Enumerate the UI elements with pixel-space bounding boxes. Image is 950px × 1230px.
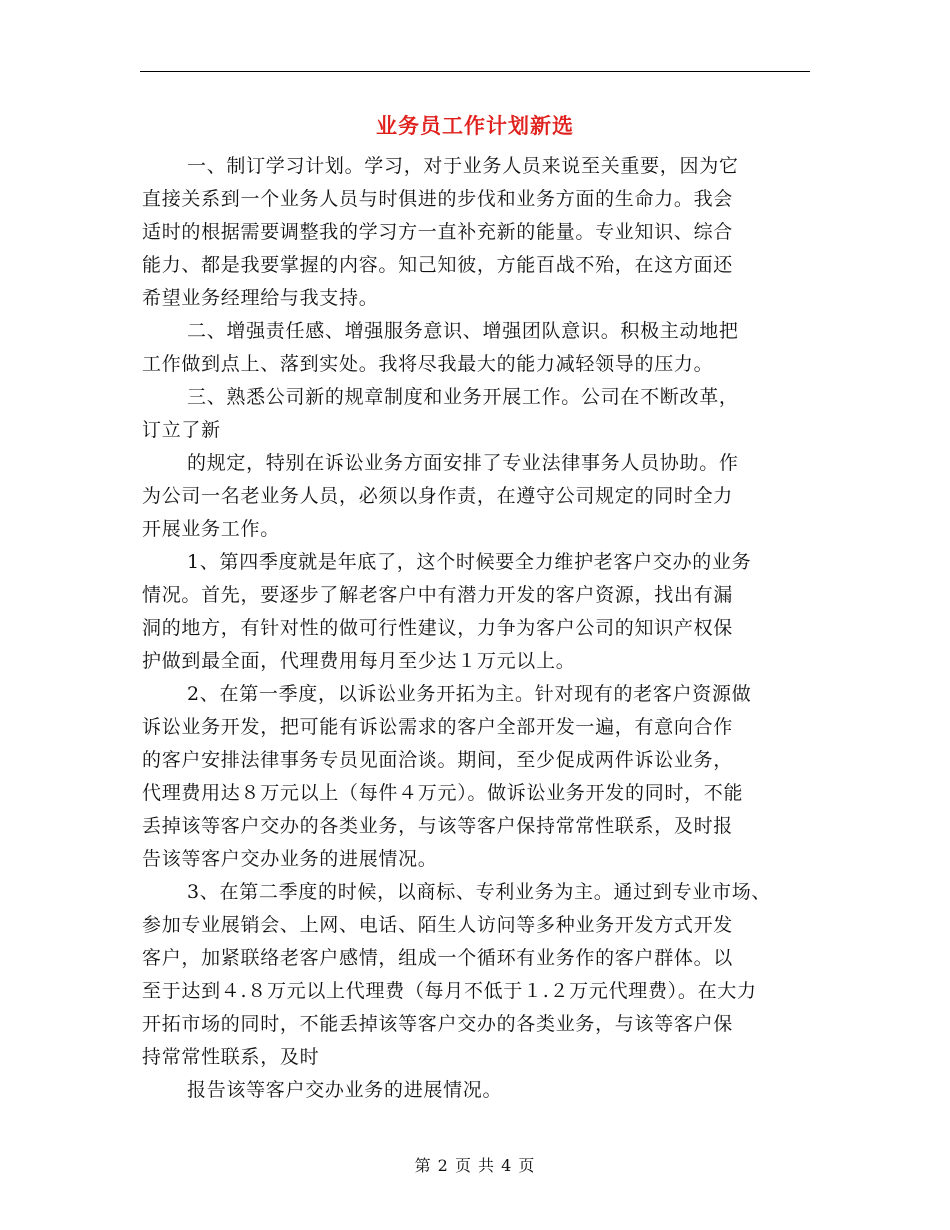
paragraph-line: 诉讼业务开发，把可能有诉讼需求的客户全部开发一遍，有意向合作 bbox=[142, 716, 734, 738]
paragraph-line: 告该等客户交办业务的进展情况。 bbox=[142, 848, 438, 870]
paragraph-line: 直接关系到一个业务人员与时俱进的步伐和业务方面的生命力。我会 bbox=[142, 188, 734, 210]
paragraph-line: 开展业务工作。 bbox=[142, 518, 280, 540]
paragraph-line: 丢掉该等客户交办的各类业务，与该等客户保持常常性联系，及时报 bbox=[142, 815, 734, 837]
paragraph-line: 二、增强责任感、增强服务意识、增强团队意识。积极主动地把 bbox=[187, 320, 739, 342]
paragraph-line: 护做到最全面，代理费用每月至少达１万元以上。 bbox=[142, 650, 576, 672]
document-body bbox=[142, 150, 814, 1107]
paragraph-line: 情况。首先，要逐步了解老客户中有潜力开发的客户资源，找出有漏 bbox=[142, 584, 734, 606]
paragraph-line: 至于达到４.８万元以上代理费（每月不低于１.２万元代理费）。在大力 bbox=[142, 980, 757, 1002]
paragraph-line: 报告该等客户交办业务的进展情况。 bbox=[187, 1079, 503, 1101]
paragraph-line: 3、在第二季度的时候，以商标、专利业务为主。通过到专业市场、 bbox=[187, 881, 772, 903]
paragraph-line: 的客户安排法律事务专员见面洽谈。期间，至少促成两件诉讼业务， bbox=[142, 749, 734, 771]
paragraph-line: 希望业务经理给与我支持。 bbox=[142, 287, 379, 309]
paragraph-line: 三、熟悉公司新的规章制度和业务开展工作。公司在不断改革， bbox=[187, 386, 739, 408]
paragraph-line: 客户，加紧联络老客户感情，组成一个循环有业务作的客户群体。以 bbox=[142, 947, 734, 969]
paragraph-line: 代理费用达８万元以上（每件４万元）。做诉讼业务开发的同时，不能 bbox=[142, 782, 744, 804]
paragraph-line: 参加专业展销会、上网、电话、陌生人访问等多种业务开发方式开发 bbox=[142, 914, 734, 936]
paragraph-line: 持常常性联系，及时 bbox=[142, 1046, 320, 1068]
paragraph-line: 订立了新 bbox=[142, 419, 221, 441]
paragraph-line: 为公司一名老业务人员，必须以身作责，在遵守公司规定的同时全力 bbox=[142, 485, 734, 507]
page-number-footer: 第 2 页 共 4 页 bbox=[414, 1156, 536, 1175]
paragraph-line: 适时的根据需要调整我的学习方一直补充新的能量。专业知识、综合 bbox=[142, 221, 734, 243]
paragraph-line: 的规定，特别在诉讼业务方面安排了专业法律事务人员协助。作 bbox=[187, 452, 739, 474]
paragraph-line: 洞的地方，有针对性的做可行性建议，力争为客户公司的知识产权保 bbox=[142, 617, 734, 639]
paragraph-line: 1、第四季度就是年底了，这个时候要全力维护老客户交办的业务 bbox=[187, 551, 752, 573]
document-title: 业务员工作计划新选 bbox=[376, 113, 574, 138]
paragraph-line: 能力、都是我要掌握的内容。知己知彼，方能百战不殆，在这方面还 bbox=[142, 254, 734, 276]
paragraph-line: 2、在第一季度，以诉讼业务开拓为主。针对现有的老客户资源做 bbox=[187, 683, 752, 705]
paragraph-line: 开拓市场的同时，不能丢掉该等客户交办的各类业务，与该等客户保 bbox=[142, 1013, 734, 1035]
paragraph-line: 一、制订学习计划。学习，对于业务人员来说至关重要，因为它 bbox=[187, 155, 739, 177]
paragraph-line: 工作做到点上、落到实处。我将尽我最大的能力减轻领导的压力。 bbox=[142, 353, 714, 375]
header-rule bbox=[140, 71, 810, 72]
